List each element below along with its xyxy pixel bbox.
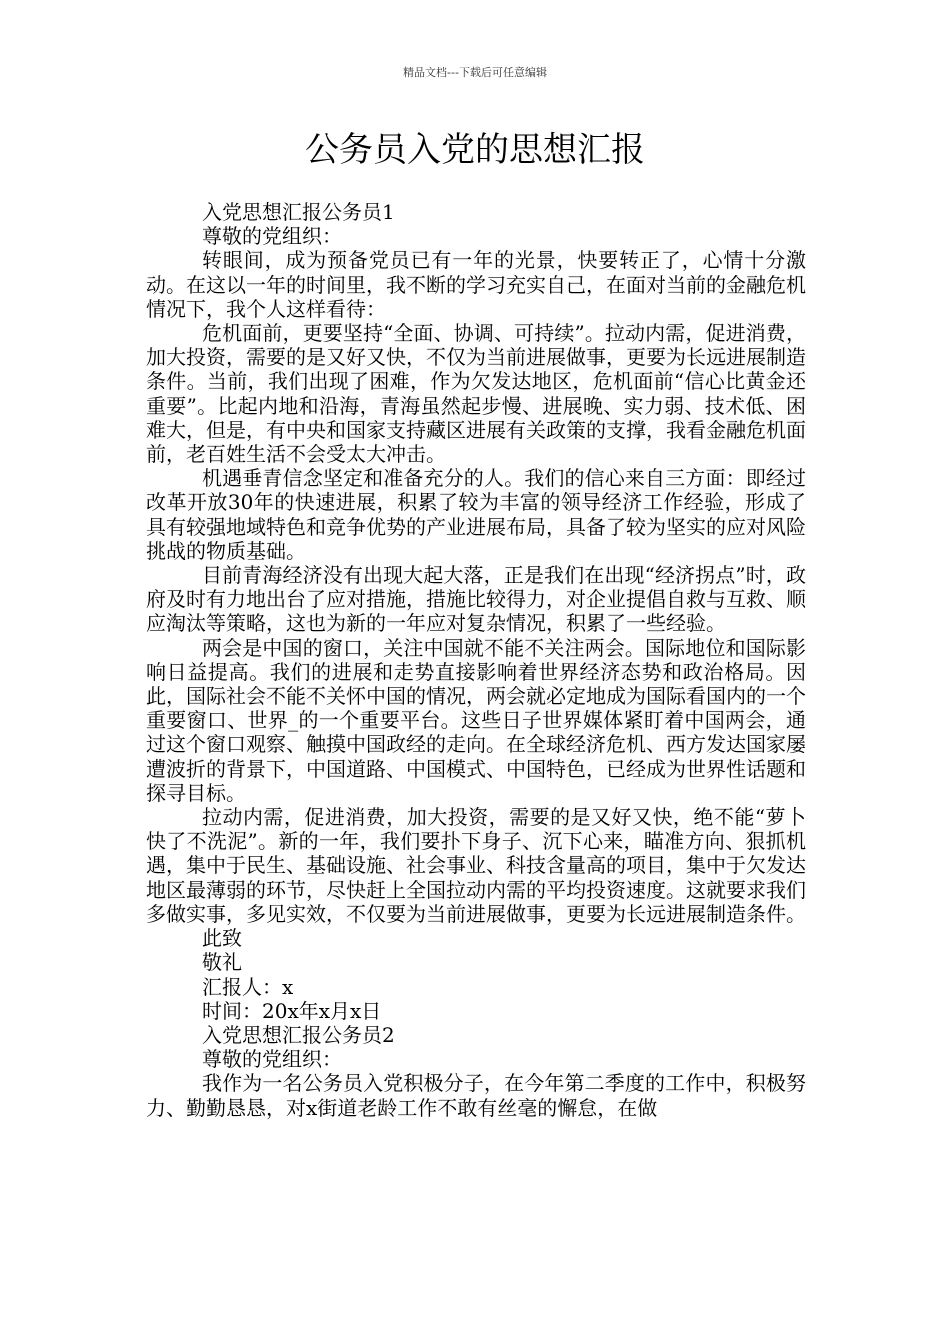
paragraph: 拉动内需，促进消费，加大投资，需要的是又好又快，绝不能“萝卜快了不洗泥”。新的一年，我们要扑下身子、沉下心来，瞄准方向、狠抓机遇，集中于民生、基础设施、社会事业、科技含量高的项目，集中于欠发达地区最薄弱的环节，尽快赶上全国拉动内需的平均投资速度。这就要求我们多做实事，多见实效，不仅要为当前进展做事，更要为长远进展制造条件。 [146, 805, 806, 926]
header-note: 精品文档---下载后可任意编辑 [403, 66, 547, 79]
paragraph: 两会是中国的窗口，关注中国就不能不关注两会。国际地位和国际影响日益提高。我们的进展和走势直接影响着世界经济态势和政治格局。因此，国际社会不能不关怀中国的情况，两会就必定地成为国际看国内的一个重要窗口、世界_的一个重要平台。这些日子世界媒体紧盯着中国两会，通过这个窗口观察、触摸中国政经的走向。在全球经济危机、西方发达国家屡遭波折的背景下，中国道路、中国模式、中国特色，已经成为世界性话题和探寻目标。 [146, 635, 806, 805]
section-heading-2: 入党思想汇报公务员2 [202, 1022, 395, 1047]
reporter-line: 汇报人：x [202, 974, 294, 999]
document-title: 公务员入党的思想汇报 [305, 130, 645, 170]
paragraph: 机遇垂青信念坚定和准备充分的人。我们的信心来自三方面：即经过改革开放30年的快速进展，积累了较为丰富的领导经济工作经验，形成了具有较强地域特色和竞争优势的产业进展布局，具备了较为坚实的应对风险挑战的物质基础。 [146, 466, 806, 563]
salutation-2: 尊敬的党组织： [202, 1047, 342, 1072]
section-heading-1: 入党思想汇报公务员1 [202, 200, 395, 224]
paragraph: 转眼间，成为预备党员已有一年的光景，快要转正了，心情十分激动。在这以一年的时间里，我不断的学习充实自己，在面对当前的金融危机情况下，我个人这样看待： [146, 248, 806, 321]
document-body [146, 200, 806, 1120]
closing-line: 此致 [202, 926, 242, 951]
paragraph: 危机面前，更要坚持“全面、协调、可持续”。拉动内需，促进消费，加大投资，需要的是又好又快，不仅为当前进展做事，更要为长远进展制造条件。当前，我们出现了困难，作为欠发达地区，危机面前“信心比黄金还重要”。比起内地和沿海，青海虽然起步慢、进展晚、实力弱、技术低、困难大，但是，有中央和国家支持藏区进展有关政策的支撑，我看金融危机面前，老百姓生活不会受太大冲击。 [146, 321, 806, 467]
date-line: 时间：20x年x月x日 [202, 998, 382, 1023]
paragraph: 我作为一名公务员入党积极分子，在今年第二季度的工作中，积极努力、勤勤恳恳，对x街道老龄工作不敢有丝毫的懈怠，在做 [146, 1071, 806, 1120]
salutation-1: 尊敬的党组织： [202, 224, 342, 249]
paragraph: 目前青海经济没有出现大起大落，正是我们在出现“经济拐点”时，政府及时有力地出台了应对措施，措施比较得力，对企业提倡自救与互救、顺应淘汰等策略，这也为新的一年应对复杂情况，积累了一些经验。 [146, 563, 806, 636]
closing-regards: 敬礼 [202, 950, 242, 975]
